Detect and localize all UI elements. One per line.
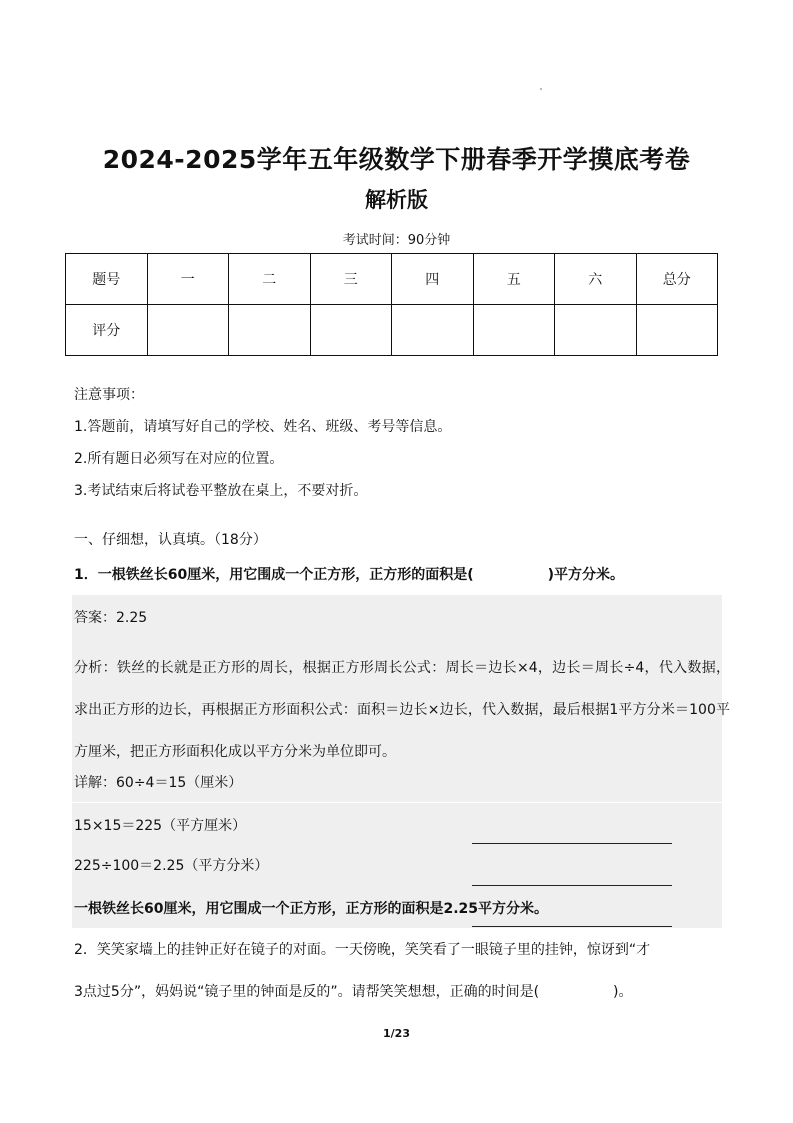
question-2-line-2 <box>74 982 734 1002</box>
score-table-score-row <box>66 305 718 356</box>
question-2-text: 3点过5分”，妈妈说“镜子里的钟面是反的”。请帮笑笑想想，正确的时间是( <box>74 984 540 1000</box>
page-number: 1/23 <box>383 1027 410 1040</box>
page-subtitle: 解析版 <box>365 188 428 212</box>
question-1-text: 1．一根铁丝长60厘米，用它围成一个正方形，正方形的面积是( <box>74 567 474 583</box>
score-input-cell[interactable] <box>473 305 555 356</box>
note-item: 1.答题前，请填写好自己的学校、姓名、班级、考号等信息。 <box>74 419 452 435</box>
analysis-text: 分析：铁丝的长就是正方形的周长，根据正方形周长公式：周长＝边长×4，边长＝周长÷4，代入数据，求出正方形的边长，再根据正方形面积公式：面积＝边长×边长，代入数据，最后根据1平方分米＝100平方厘米，把正方形面积化成以平方分米为单位即可。 <box>74 660 730 760</box>
score-header-cell: 五 <box>473 254 555 305</box>
score-header-cell: 二 <box>229 254 311 305</box>
score-input-cell[interactable] <box>310 305 392 356</box>
note-item: 3.考试结束后将试卷平整放在桌上，不要对折。 <box>74 483 368 499</box>
score-header-cell: 三 <box>310 254 392 305</box>
score-input-cell[interactable] <box>636 305 718 356</box>
score-row-label: 评分 <box>66 305 148 356</box>
exam-time: 考试时间：90分钟 <box>342 233 451 248</box>
score-table <box>65 253 718 356</box>
answer-panel-divider <box>72 802 722 803</box>
answer-line: 答案：2.25 <box>74 610 148 626</box>
detail-line: 15×15＝225（平方厘米） <box>74 818 247 834</box>
underline-rule <box>472 885 672 886</box>
scan-speck <box>540 88 542 90</box>
question-1-unit: )平方分米。 <box>547 567 625 583</box>
question-1 <box>74 565 734 585</box>
score-header-cell: 题号 <box>66 254 148 305</box>
page-title: 2024-2025学年五年级数学下册春季开学摸底考卷 <box>102 145 691 174</box>
score-input-cell[interactable] <box>147 305 229 356</box>
underline-rule <box>472 926 672 927</box>
detail-line: 225÷100＝2.25（平方分米） <box>74 858 269 874</box>
detail-line: 详解：60÷4＝15（厘米） <box>74 775 243 791</box>
score-table-header-row <box>66 254 718 305</box>
conclusion-line: 一根铁丝长60厘米，用它围成一个正方形，正方形的面积是2.25平方分米。 <box>74 901 549 917</box>
score-input-cell[interactable] <box>555 305 637 356</box>
question-2-line-1: 2．笑笑家墙上的挂钟正好在镜子的对面。一天傍晚，笑笑看了一眼镜子里的挂钟，惊讶到“才 <box>74 942 651 958</box>
score-input-cell[interactable] <box>229 305 311 356</box>
question-2-end: )。 <box>613 984 633 1000</box>
underline-rule <box>472 843 672 844</box>
score-header-cell: 总分 <box>636 254 718 305</box>
score-header-cell: 六 <box>555 254 637 305</box>
note-item: 2.所有题日必须写在对应的位置。 <box>74 451 284 467</box>
score-header-cell: 一 <box>147 254 229 305</box>
score-input-cell[interactable] <box>392 305 474 356</box>
section-heading: 一、仔细想，认真填。（18分） <box>74 532 267 548</box>
notes-title: 注意事项： <box>74 387 144 403</box>
score-header-cell: 四 <box>392 254 474 305</box>
